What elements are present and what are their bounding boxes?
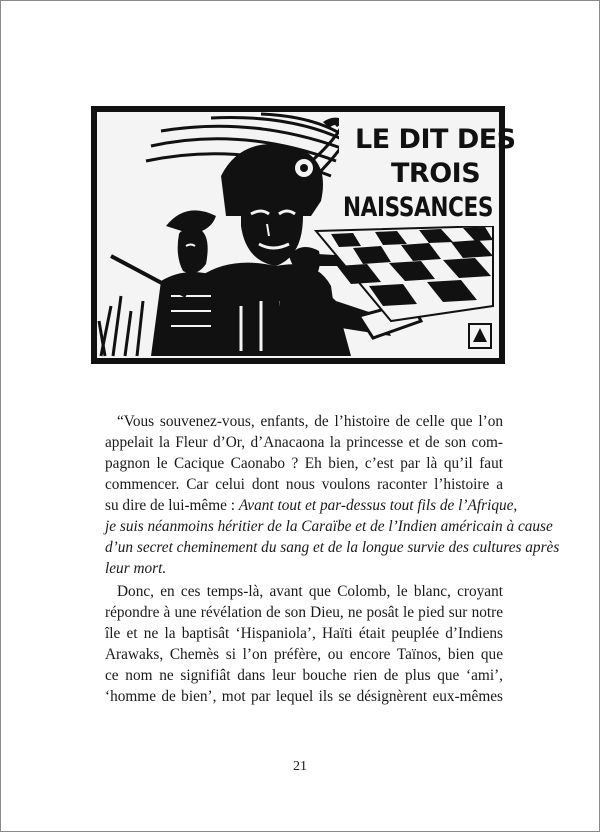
- paragraph-2: [105, 581, 503, 707]
- text-line: [105, 495, 518, 516]
- body-text: [105, 411, 560, 707]
- woodcut-illustration: [91, 106, 516, 364]
- title-line-2: TROIS: [391, 158, 481, 189]
- text-italic: leur mort.: [105, 560, 167, 577]
- soldier-face: [178, 230, 208, 274]
- text-roman: commencer. Car celui dont nous voulons raconter l’histoire a: [105, 476, 503, 493]
- text-line: [105, 474, 503, 495]
- page-number: 21: [293, 759, 307, 774]
- text-italic: d’un secret cheminement du sang et de la longue survie des cultures après: [105, 539, 560, 556]
- woodcut-svg: [91, 106, 516, 364]
- text-roman: pagnon le Cacique Caonabo ? Eh bien, c’est par là qu’il faut: [105, 455, 503, 472]
- text-line: [105, 516, 553, 537]
- text-italic: je suis néanmoins héritier de la Caraïbe et de l’Indien américain à cause: [105, 518, 553, 535]
- text-roman: “Vous souvenez-vous, enfants, de l’histoire de celle que l’on: [117, 413, 503, 430]
- text-line: [105, 558, 503, 579]
- text-line: [105, 432, 503, 453]
- text-roman: su dire de lui-même :: [105, 497, 239, 514]
- text-line: [117, 411, 503, 432]
- title-line-1: LE DIT DES: [355, 124, 516, 155]
- text-line: Donc, en ces temps-là, avant que Colomb, le blanc, croyant: [117, 583, 503, 600]
- text-line: [105, 453, 503, 474]
- text-line: ce nom ne signifiât dans leur bouche rien de plus que ‘ami’,: [105, 667, 503, 684]
- title-line-3: NAISSANCES: [343, 192, 493, 223]
- text-italic: Avant tout et par-dessus tout fils de l’Afrique,: [238, 497, 518, 514]
- text-line: répondre à une révélation de son Dieu, ne posât le pied sur notre: [105, 604, 503, 621]
- text-line: Arawaks, Chemès si l’on préfère, ou encore Taïnos, bien que: [105, 646, 503, 663]
- text-line: ‘homme de bien’, mot par lequel ils se désignèrent eux-mêmes: [105, 688, 503, 705]
- paragraph-1: [105, 411, 560, 579]
- text-roman: appelait la Fleur d’Or, d’Anacaona la princesse et de son com-: [105, 434, 503, 451]
- text-line: île et ne la baptisât ‘Hispaniola’, Haïti était peuplée d’Indiens: [105, 625, 503, 642]
- text-line: [105, 537, 560, 558]
